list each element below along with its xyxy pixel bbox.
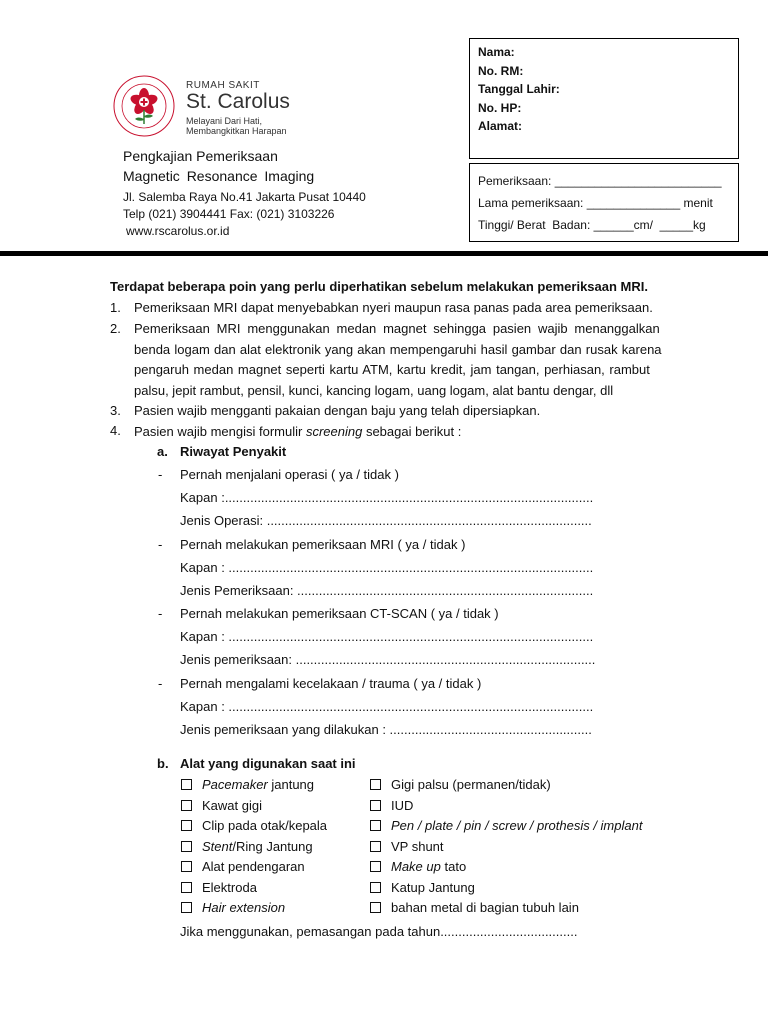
phone: Telp (021) 3904441 Fax: (021) 3103226 — [123, 207, 335, 221]
checkbox[interactable] — [370, 902, 381, 913]
checkbox[interactable] — [181, 779, 192, 790]
device-label: IUD — [391, 797, 414, 813]
device-clip-otak[interactable] — [181, 816, 327, 837]
section-a-letter: a. — [157, 444, 168, 459]
device-label: Gigi palsu (permanen/tidak) — [391, 777, 551, 792]
checkbox[interactable] — [181, 800, 192, 811]
device-stent[interactable] — [181, 837, 313, 858]
trauma-jenis-field[interactable]: Jenis pemeriksaan yang dilakukan : ........................................................ — [180, 722, 592, 737]
doc-title-line1: Pengkajian Pemeriksaan — [123, 148, 278, 164]
trauma-kapan-field[interactable]: Kapan : ..................................................................................................... — [180, 699, 594, 714]
field-tinggi-berat[interactable]: Tinggi/ Berat Badan: ______cm/ _____kg — [478, 218, 706, 232]
point-4-post: sebagai berikut : — [362, 423, 462, 439]
exam-info-box — [469, 163, 739, 242]
intro-text: Terdapat beberapa poin yang perlu diperhatikan sebelum melakukan pemeriksaan MRI. — [110, 279, 648, 294]
checkbox[interactable] — [370, 820, 381, 831]
device-makeup-tato[interactable] — [370, 857, 466, 878]
mri-jenis-field[interactable]: Jenis Pemeriksaan: .................................................................................. — [180, 583, 594, 598]
device-label: Kawat gigi — [202, 797, 262, 813]
point-4-italic: screening — [305, 423, 363, 439]
field-lama-pemeriksaan[interactable]: Lama pemeriksaan: ______________ menit — [478, 196, 713, 210]
checkbox[interactable] — [370, 779, 381, 790]
device-label: Katup Jantung — [391, 879, 475, 895]
device-label-italic: Pacemaker — [202, 777, 268, 792]
field-nama[interactable]: Nama: — [478, 45, 515, 59]
doc-title-line2: Magnetic Resonance Imaging — [123, 168, 315, 184]
section-a-title: Riwayat Penyakit — [180, 444, 287, 459]
contact-block — [123, 189, 366, 240]
device-gigi-palsu[interactable] — [370, 775, 551, 796]
point-1-number: 1. — [110, 300, 121, 315]
brand-tagline-1: Melayani Dari Hati, — [186, 116, 263, 126]
device-katup-jantung[interactable] — [370, 878, 475, 899]
field-alamat[interactable]: Alamat: — [478, 119, 523, 133]
ctscan-kapan-field[interactable]: Kapan : ..................................................................................................... — [180, 629, 594, 644]
field-tanggal-lahir[interactable]: Tanggal Lahir: — [478, 82, 560, 96]
device-label: Elektroda — [202, 879, 257, 895]
device-label-italic: Pen / plate / pin / screw / prothesis / implant — [391, 818, 643, 833]
device-pacemaker[interactable] — [181, 775, 314, 796]
operasi-jenis-field[interactable]: Jenis Operasi: .......................................................................................... — [180, 513, 592, 528]
point-2-number: 2. — [110, 321, 121, 336]
question-operasi: Pernah menjalani operasi ( ya / tidak ) — [180, 467, 399, 482]
device-label: bahan metal di bagian tubuh lain — [391, 900, 579, 915]
device-alat-pendengaran[interactable] — [181, 857, 305, 878]
device-label-italic: Hair extension — [202, 900, 286, 915]
question-ctscan: Pernah melakukan pemeriksaan CT-SCAN ( ya / tidak ) — [180, 606, 499, 621]
checkbox[interactable] — [181, 902, 192, 913]
dash-q4: - — [158, 676, 163, 691]
device-label: Alat pendengaran — [202, 859, 305, 874]
point-2-line2: benda logam dan alat elektronik yang akan mempengaruhi hasil gambar dan rusak karena — [134, 341, 662, 357]
device-iud[interactable] — [370, 796, 413, 817]
patient-id-box — [469, 38, 739, 159]
checkbox[interactable] — [181, 841, 192, 852]
point-1: Pemeriksaan MRI dapat menyebabkan nyeri maupun rasa panas pada area pemeriksaan. — [134, 300, 653, 315]
device-elektroda[interactable] — [181, 878, 257, 899]
device-hair-extension[interactable] — [181, 898, 285, 919]
device-label: VP shunt — [391, 838, 444, 854]
ctscan-jenis-field[interactable]: Jenis pemeriksaan: ................................................................................... — [180, 652, 596, 667]
device-kawat-gigi[interactable] — [181, 796, 262, 817]
brand-name: St. Carolus — [186, 90, 290, 113]
checkbox[interactable] — [370, 882, 381, 893]
device-label: jantung — [267, 777, 315, 792]
checkbox[interactable] — [370, 861, 381, 872]
point-4-number: 4. — [110, 423, 121, 438]
device-bahan-metal[interactable] — [370, 898, 579, 919]
point-3-number: 3. — [110, 403, 121, 418]
brand-small: RUMAH SAKIT — [186, 80, 260, 91]
checkbox[interactable] — [370, 841, 381, 852]
point-3: Pasien wajib mengganti pakaian dengan baju yang telah dipersiapkan. — [134, 403, 541, 418]
mri-kapan-field[interactable]: Kapan : ..................................................................................................... — [180, 560, 594, 575]
device-vp-shunt[interactable] — [370, 837, 444, 858]
device-pen-plate[interactable] — [370, 816, 642, 837]
address: Jl. Salemba Raya No.41 Jakarta Pusat 10440 — [123, 190, 366, 204]
field-pemeriksaan[interactable]: Pemeriksaan: _________________________ — [478, 174, 722, 188]
device-label-italic: Stent — [202, 838, 233, 854]
field-no-rm[interactable]: No. RM: — [478, 63, 524, 78]
point-4 — [134, 422, 461, 443]
point-2-line1: Pemeriksaan MRI menggunakan medan magnet sehingga pasien wajib menanggalkan — [134, 321, 660, 336]
brand-tagline-2: Membangkitkan Harapan — [186, 126, 287, 136]
hospital-logo — [108, 72, 308, 142]
checkbox[interactable] — [370, 800, 381, 811]
field-no-hp[interactable]: No. HP: — [478, 100, 522, 115]
dash-q3: - — [158, 606, 163, 621]
section-b-letter: b. — [157, 756, 169, 771]
operasi-kapan-field[interactable]: Kapan :...................................................................................................... — [180, 490, 594, 505]
dash-q2: - — [158, 537, 163, 552]
point-2-line4: palsu, jepit rambut, pensil, kunci, kancing logam, uang logam, alat bantu dengar, dll — [134, 382, 614, 398]
device-label: Clip pada otak/kepala — [202, 818, 328, 833]
device-label: tato — [440, 859, 467, 874]
installation-year-field[interactable]: Jika menggunakan, pemasangan pada tahun...................................... — [180, 924, 578, 939]
checkbox[interactable] — [181, 861, 192, 872]
website: www.rscarolus.or.id — [126, 224, 230, 238]
hospital-seal-icon — [108, 72, 182, 142]
header-divider — [0, 251, 768, 256]
point-4-pre: Pasien wajib mengisi formulir — [134, 423, 306, 439]
dash-q1: - — [158, 467, 163, 482]
question-trauma: Pernah mengalami kecelakaan / trauma ( ya / tidak ) — [180, 676, 482, 691]
point-2-line3: pengaruh medan magnet seperti kartu ATM, kartu kredit, jam tangan, perhiasan, rambut — [134, 362, 650, 377]
device-label: /Ring Jantung — [232, 838, 313, 854]
section-b-title: Alat yang digunakan saat ini — [180, 756, 356, 771]
checkbox[interactable] — [181, 882, 192, 893]
device-label-italic: Make up — [391, 859, 441, 874]
checkbox[interactable] — [181, 820, 192, 831]
question-mri: Pernah melakukan pemeriksaan MRI ( ya / tidak ) — [180, 537, 466, 552]
